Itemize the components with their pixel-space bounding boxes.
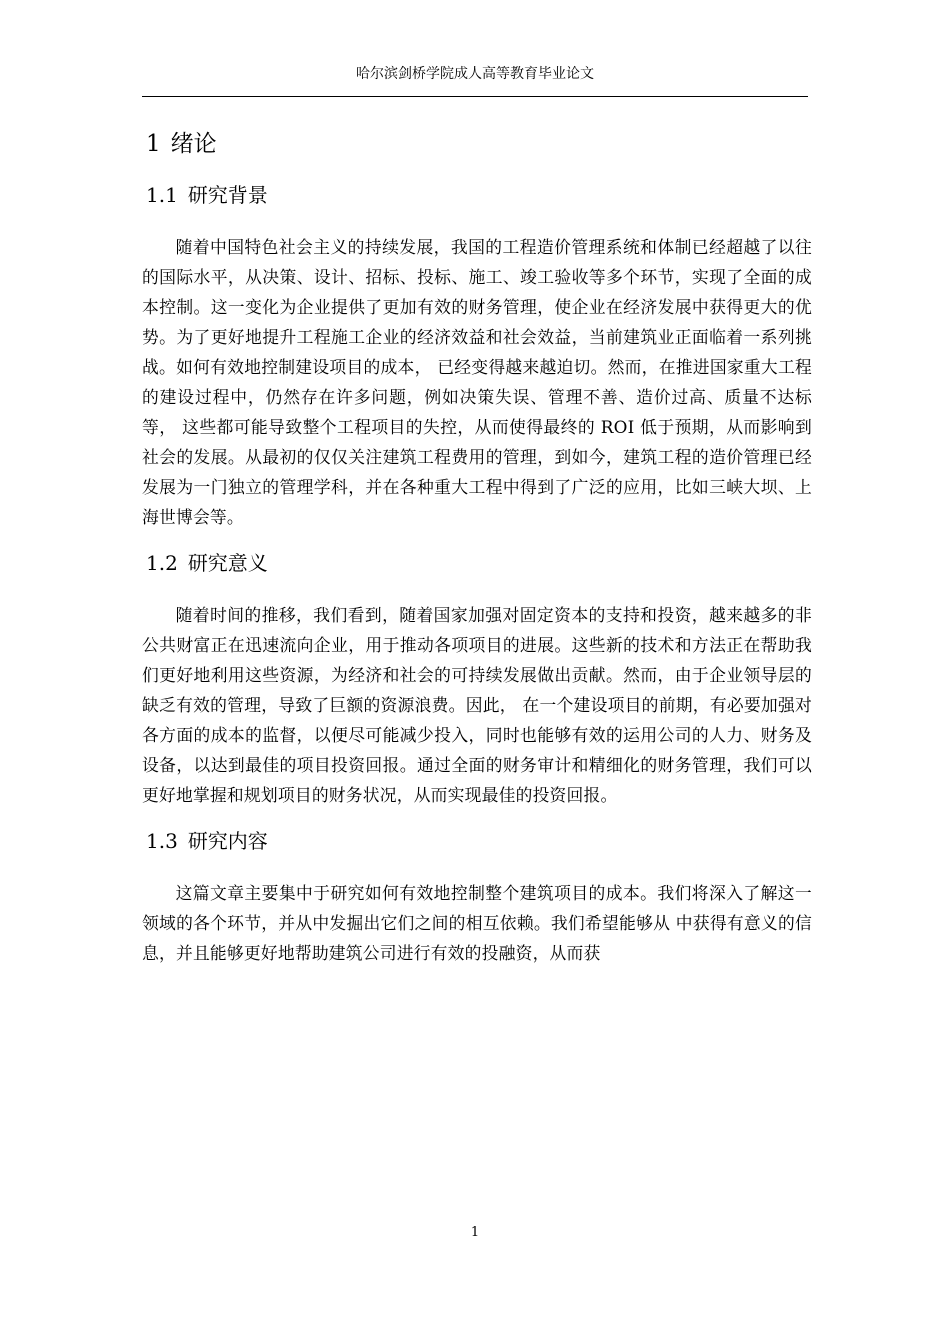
section-title: 研究意义	[187, 551, 268, 575]
section-number: 1.2	[146, 551, 178, 575]
chapter-heading	[142, 124, 812, 164]
section-heading-content	[142, 824, 812, 858]
section-paragraph: 这篇文章主要集中于研究如何有效地控制整个建筑项目的成本。我们将深入了解这一领域的各个环节，并从中发掘出它们之间的相互依赖。我们希望能够从 中获得有意义的信息，并且能够更好地帮助建筑公司进行有效的投融资，从而获	[142, 883, 812, 963]
section-heading-background	[142, 178, 812, 212]
section-paragraph: 随着中国特色社会主义的持续发展，我国的工程造价管理系统和体制已经超越了以往的国际水平，从决策、设计、招标、投标、施工、竣工验收等多个环节，实现了全面的成本控制。这一变化为企业提供了更加有效的财务管理，使企业在经济发展中获得更大的优势。为了更好地提升工程施工企业的经济效益和社会效益，当前建筑业正面临着一系列挑战。如何有效地控制建设项目的成本， 已经变得越来越迫切。然而，在推进国家重大工程的建设过程中，仍然存在许多问题，例如决策失误、管理不善、造价过高、质量不达标等， 这些都可能导致整个工程项目的失控，从而使得最终的 ROI 低于预期，从而影响到社会的发展。从最初的仅仅关注建筑工程费用的管理，到如今，建筑工程的造价管理已经发展为一门独立的管理学科，并在各种重大工程中得到了广泛的应用，比如三峡大坝、上海世博会等。	[142, 237, 812, 527]
section-number: 1.1	[146, 183, 178, 207]
document-body	[142, 120, 812, 968]
section-paragraph: 随着时间的推移，我们看到，随着国家加强对固定资本的支持和投资，越来越多的非公共财富正在迅速流向企业，用于推动各项项目的进展。这些新的技术和方法正在帮助我们更好地利用这些资源，为经济和社会的可持续发展做出贡献。然而，由于企业领导层的缺乏有效的管理，导致了巨额的资源浪费。因此， 在一个建设项目的前期，有必要加强对各方面的成本的监督，以便尽可能减少投入，同时也能够有效的运用公司的人力、财务及设备，以达到最佳的项目投资回报。通过全面的财务审计和精细化的财务管理，我们可以更好地掌握和规划项目的财务状况，从而实现最佳的投资回报。	[142, 605, 812, 805]
section-number: 1.3	[146, 829, 178, 853]
chapter-number: 1	[146, 131, 161, 157]
header-rule	[142, 96, 808, 97]
section-title: 研究背景	[187, 183, 268, 207]
page-header: 哈尔滨剑桥学院成人高等教育毕业论文	[356, 66, 594, 82]
section-heading-significance	[142, 546, 812, 580]
page-number: 1	[470, 1225, 480, 1240]
chapter-title: 绪论	[170, 131, 217, 157]
section-title: 研究内容	[187, 829, 268, 853]
